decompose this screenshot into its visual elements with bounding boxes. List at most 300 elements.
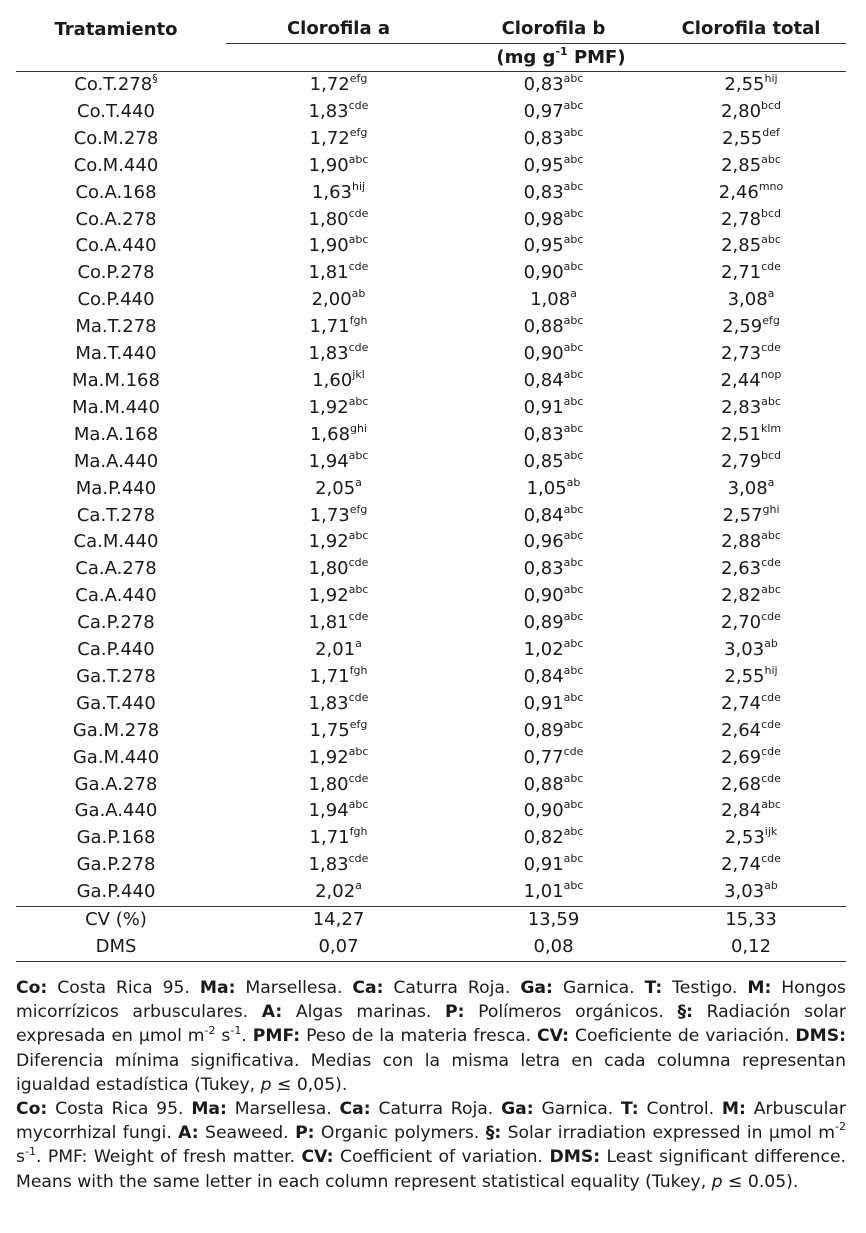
chlorophyll-total-value: 2,79 <box>720 450 762 472</box>
chlorophyll-total-letters: abc <box>761 583 781 597</box>
table-row <box>16 314 846 341</box>
treatment-cell <box>16 180 226 207</box>
summary-chlorophyll-b: 13,59 <box>441 907 646 934</box>
table-row <box>16 718 846 745</box>
chlorophyll-a-cell <box>226 368 441 395</box>
chlorophyll-total-value: 2,55 <box>724 665 765 687</box>
treatment-cell <box>16 745 226 772</box>
chlorophyll-total-value: 2,83 <box>721 396 762 418</box>
chlorophyll-total-cell <box>646 503 846 530</box>
chlorophyll-total-value: 2,68 <box>721 773 762 795</box>
chlorophyll-total-cell <box>646 879 846 906</box>
chlorophyll-b-value: 0,91 <box>523 396 564 418</box>
chlorophyll-a-cell <box>226 772 441 799</box>
footnote-key: DMS: <box>549 1147 601 1168</box>
chlorophyll-b-value: 0,89 <box>523 719 564 741</box>
chlorophyll-a-value: 1,68 <box>309 423 351 445</box>
chlorophyll-a-cell <box>226 314 441 341</box>
footnote-text: Garnica. <box>533 1099 622 1120</box>
chlorophyll-b-value: 0,84 <box>523 369 564 391</box>
footnote-sup: -2 <box>204 1023 216 1037</box>
footnote-sup: -2 <box>835 1120 846 1134</box>
chlorophyll-b-value: 0,90 <box>523 585 564 607</box>
treatment-cell <box>16 126 226 153</box>
chlorophyll-a-value: 1,60 <box>312 369 353 391</box>
chlorophyll-a-cell <box>226 852 441 879</box>
chlorophyll-a-value: 1,92 <box>308 585 349 607</box>
treatment-cell <box>16 556 226 583</box>
chlorophyll-b-cell <box>441 610 646 637</box>
footnote-text: Arbuscular mycorrhizal fungi. <box>16 1099 846 1144</box>
chlorophyll-total-value: 2,73 <box>721 343 762 365</box>
footnote-italic: p <box>711 1171 723 1192</box>
treatment-cell <box>16 691 226 718</box>
chlorophyll-b-value: 0,98 <box>523 208 564 230</box>
treatment-cell <box>16 395 226 422</box>
chlorophyll-b-letters: abc <box>563 394 584 408</box>
table-row <box>16 637 846 664</box>
chlorophyll-total-cell <box>646 314 846 341</box>
treatment-name: Ca.A.278 <box>75 558 157 580</box>
treatment-name: Ma.A.440 <box>73 450 159 472</box>
chlorophyll-a-letters: ab <box>351 287 366 301</box>
chlorophyll-total-value: 2,63 <box>721 558 762 580</box>
chlorophyll-total-cell <box>646 745 846 772</box>
chlorophyll-total-value: 2,46 <box>718 181 759 203</box>
summary-label: DMS <box>16 934 226 961</box>
chlorophyll-total-value: 3,03 <box>724 881 765 903</box>
chlorophyll-b-value: 0,90 <box>523 800 564 822</box>
chlorophyll-b-cell <box>441 772 646 799</box>
treatment-name: Co.M.278 <box>73 127 159 149</box>
treatment-name: Co.A.168 <box>75 181 157 203</box>
chlorophyll-a-value: 2,02 <box>315 881 356 903</box>
chlorophyll-total-letters: a <box>767 475 775 489</box>
chlorophyll-a-value: 1,81 <box>308 262 349 284</box>
chlorophyll-a-cell <box>226 691 441 718</box>
chlorophyll-b-value: 0,83 <box>523 181 564 203</box>
chlorophyll-total-cell <box>646 691 846 718</box>
chlorophyll-a-cell <box>226 207 441 234</box>
chlorophyll-b-letters: abc <box>563 502 584 516</box>
chlorophyll-table <box>16 14 846 962</box>
chlorophyll-a-letters: hij <box>351 179 366 193</box>
chlorophyll-total-cell <box>646 395 846 422</box>
chlorophyll-a-cell <box>226 529 441 556</box>
chlorophyll-total-letters: cde <box>761 852 781 866</box>
footnote-text: Peso de la materia fresca. <box>300 1026 538 1047</box>
chlorophyll-b-letters: abc <box>563 529 584 543</box>
chlorophyll-b-value: 0,83 <box>523 74 564 95</box>
footnote-text: Hongos micorrízicos arbusculares. <box>16 978 846 1023</box>
chlorophyll-b-letters: abc <box>563 825 584 839</box>
footnote-text: Coefficient of variation. <box>333 1147 550 1168</box>
chlorophyll-b-value: 0,89 <box>523 612 564 634</box>
footnote-key: DMS: <box>795 1026 846 1047</box>
chlorophyll-a-cell <box>226 879 441 906</box>
chlorophyll-total-letters: def <box>762 125 780 139</box>
chlorophyll-total-value: 2,74 <box>721 854 762 876</box>
chlorophyll-a-value: 1,81 <box>308 612 349 634</box>
chlorophyll-b-cell <box>441 180 646 207</box>
table-row <box>16 583 846 610</box>
header-chlorophyll-total: Clorofila total <box>646 14 846 44</box>
chlorophyll-total-letters: cde <box>761 744 781 758</box>
chlorophyll-a-value: 1,80 <box>308 208 349 230</box>
treatment-name: Ma.A.168 <box>73 423 159 445</box>
chlorophyll-total-value: 3,03 <box>724 639 765 661</box>
chlorophyll-b-letters: abc <box>563 879 584 893</box>
footnote-sup: -1 <box>24 1144 36 1158</box>
treatment-mark: § <box>152 72 158 85</box>
footnote-key: PMF: <box>252 1026 301 1047</box>
chlorophyll-total-letters: ab <box>764 879 778 893</box>
footnote-text: Radiación solar expresada en μmol m <box>16 1002 846 1047</box>
treatment-name: Ga.T.440 <box>76 692 156 714</box>
chlorophyll-a-value: 1,83 <box>308 100 349 122</box>
chlorophyll-b-letters: abc <box>563 314 584 328</box>
treatment-cell <box>16 422 226 449</box>
chlorophyll-total-value: 2,59 <box>722 316 763 338</box>
table-row <box>16 233 846 260</box>
footnote-key: A: <box>261 1002 283 1023</box>
chlorophyll-a-value: 1,94 <box>308 450 349 472</box>
footnote-key: P: <box>295 1123 315 1144</box>
chlorophyll-total-letters: a <box>767 287 775 301</box>
chlorophyll-total-cell <box>646 637 846 664</box>
chlorophyll-total-cell <box>646 126 846 153</box>
chlorophyll-b-letters: abc <box>563 610 584 624</box>
chlorophyll-total-letters: cde <box>761 556 781 570</box>
chlorophyll-b-value: 0,84 <box>523 665 564 687</box>
treatment-cell <box>16 153 226 180</box>
summary-row <box>16 934 846 961</box>
chlorophyll-total-letters: abc <box>761 798 781 812</box>
treatment-name: Co.T.278 <box>74 74 153 95</box>
chlorophyll-a-cell <box>226 395 441 422</box>
chlorophyll-b-value: 0,95 <box>523 235 564 257</box>
chlorophyll-b-letters: abc <box>563 798 584 812</box>
treatment-cell <box>16 207 226 234</box>
chlorophyll-b-cell <box>441 449 646 476</box>
chlorophyll-b-value: 0,83 <box>523 127 564 149</box>
chlorophyll-total-value: 2,82 <box>721 585 762 607</box>
footnote-text: Marsellesa. <box>226 1099 340 1120</box>
footnote-key: Ma: <box>191 1099 227 1120</box>
chlorophyll-total-value: 2,57 <box>722 504 763 526</box>
chlorophyll-a-letters: abc <box>348 529 369 543</box>
chlorophyll-b-cell <box>441 798 646 825</box>
chlorophyll-total-cell <box>646 825 846 852</box>
footnote-key: CV: <box>537 1026 570 1047</box>
chlorophyll-b-cell <box>441 287 646 314</box>
chlorophyll-a-value: 1,72 <box>309 74 350 95</box>
table-row <box>16 72 846 99</box>
footnote-key: M: <box>721 1099 746 1120</box>
table-row <box>16 556 846 583</box>
footnote-key: Ca: <box>339 1099 371 1120</box>
chlorophyll-total-letters: abc <box>761 394 781 408</box>
chlorophyll-a-letters: abc <box>348 798 369 812</box>
chlorophyll-a-value: 2,00 <box>311 289 352 311</box>
chlorophyll-b-value: 1,05 <box>526 477 567 499</box>
chlorophyll-total-cell <box>646 610 846 637</box>
chlorophyll-b-cell <box>441 503 646 530</box>
footnote-text: ≤ 0,05). <box>271 1074 348 1095</box>
units-suffix: PMF) <box>567 47 626 68</box>
chlorophyll-b-letters: abc <box>563 583 584 597</box>
treatment-cell <box>16 368 226 395</box>
treatment-name: Co.P.278 <box>77 262 155 284</box>
footnote-key: A: <box>178 1123 199 1144</box>
chlorophyll-a-value: 1,71 <box>309 665 350 687</box>
chlorophyll-a-cell <box>226 718 441 745</box>
footnote-text: Polímeros orgánicos. <box>464 1002 678 1023</box>
treatment-name: Co.M.440 <box>73 154 159 176</box>
footnote-key: CV: <box>301 1147 334 1168</box>
summary-row <box>16 907 846 934</box>
table-row <box>16 476 846 503</box>
footnote-text: ≤ 0.05). <box>722 1171 799 1192</box>
chlorophyll-total-cell <box>646 260 846 287</box>
footnote-text: Organic polymers. <box>314 1123 486 1144</box>
chlorophyll-total-letters: abc <box>761 152 781 166</box>
chlorophyll-total-cell <box>646 180 846 207</box>
table-units-row <box>16 44 846 72</box>
chlorophyll-b-letters: abc <box>563 421 584 435</box>
chlorophyll-total-value: 2,70 <box>721 612 762 634</box>
chlorophyll-b-cell <box>441 529 646 556</box>
chlorophyll-a-value: 1,90 <box>308 235 349 257</box>
table-row <box>16 126 846 153</box>
header-treatment: Tratamiento <box>54 18 178 40</box>
chlorophyll-total-cell <box>646 449 846 476</box>
units-exponent: -1 <box>555 45 568 58</box>
footnote-text: Costa Rica 95. <box>47 978 200 998</box>
chlorophyll-b-letters: abc <box>563 771 584 785</box>
chlorophyll-a-letters: cde <box>348 852 369 866</box>
table-footnotes <box>16 976 846 1194</box>
treatment-name: Ga.P.168 <box>76 827 156 849</box>
treatment-cell <box>16 637 226 664</box>
chlorophyll-total-letters: hij <box>764 663 778 677</box>
chlorophyll-total-letters: cde <box>761 341 781 355</box>
footnote-key: Ma: <box>199 978 236 998</box>
treatment-name: Ga.M.440 <box>72 746 160 768</box>
table-row <box>16 287 846 314</box>
chlorophyll-a-letters: efg <box>349 502 368 516</box>
footnote-text: s <box>215 1026 231 1047</box>
chlorophyll-a-value: 1,72 <box>309 127 350 149</box>
chlorophyll-b-value: 0,88 <box>523 773 564 795</box>
chlorophyll-total-letters: efg <box>762 314 780 328</box>
treatment-name: Co.T.440 <box>77 100 155 122</box>
chlorophyll-total-cell <box>646 72 846 99</box>
chlorophyll-a-cell <box>226 825 441 852</box>
treatment-cell <box>16 449 226 476</box>
chlorophyll-a-letters: cde <box>348 610 369 624</box>
chlorophyll-b-value: 0,90 <box>523 262 564 284</box>
chlorophyll-b-letters: abc <box>563 556 584 570</box>
chlorophyll-total-cell <box>646 583 846 610</box>
treatment-name: Ga.P.440 <box>76 881 156 903</box>
chlorophyll-b-letters: abc <box>563 260 584 274</box>
table-row <box>16 503 846 530</box>
footnote-text: Coeficiente de variación. <box>569 1026 796 1047</box>
chlorophyll-b-cell <box>441 314 646 341</box>
treatment-name: Co.P.440 <box>77 289 155 311</box>
footnote-text: Diferencia mínima significativa. Medias con la misma letra en cada columna representan igualdad estadística (Tukey, <box>16 1050 846 1095</box>
treatment-cell <box>16 314 226 341</box>
treatment-cell <box>16 341 226 368</box>
chlorophyll-a-letters: abc <box>348 448 369 462</box>
treatment-cell <box>16 99 226 126</box>
chlorophyll-a-cell <box>226 583 441 610</box>
table-row <box>16 691 846 718</box>
chlorophyll-a-letters: ghi <box>350 421 368 435</box>
chlorophyll-a-cell <box>226 422 441 449</box>
footnote-key: Ga: <box>520 978 553 998</box>
table-header-row <box>16 14 846 44</box>
chlorophyll-a-value: 1,94 <box>308 800 349 822</box>
summary-chlorophyll-total: 0,12 <box>646 934 846 961</box>
chlorophyll-a-value: 1,80 <box>308 773 349 795</box>
treatment-name: Ga.P.278 <box>76 854 156 876</box>
footnote-english <box>16 1097 846 1194</box>
table-row <box>16 180 846 207</box>
chlorophyll-a-cell <box>226 449 441 476</box>
table-row <box>16 610 846 637</box>
chlorophyll-b-value: 1,02 <box>523 639 564 661</box>
chlorophyll-b-value: 0,77 <box>523 746 564 768</box>
chlorophyll-a-value: 1,63 <box>311 181 352 203</box>
table-row <box>16 207 846 234</box>
summary-chlorophyll-a: 14,27 <box>226 907 441 934</box>
chlorophyll-total-value: 2,78 <box>720 208 762 230</box>
chlorophyll-a-value: 1,83 <box>308 854 349 876</box>
chlorophyll-a-value: 1,92 <box>308 531 349 553</box>
treatment-cell <box>16 879 226 906</box>
treatment-name: Ga.T.278 <box>76 665 156 687</box>
footnote-text: Garnica. <box>552 978 645 998</box>
chlorophyll-b-letters: abc <box>563 663 584 677</box>
chlorophyll-total-cell <box>646 556 846 583</box>
chlorophyll-b-letters: abc <box>563 125 584 139</box>
chlorophyll-a-value: 1,83 <box>308 343 349 365</box>
chlorophyll-a-letters: cde <box>348 690 369 704</box>
chlorophyll-b-letters: abc <box>563 179 584 193</box>
treatment-cell <box>16 772 226 799</box>
footnote-key: Co: <box>16 978 48 998</box>
chlorophyll-b-cell <box>441 72 646 99</box>
summary-chlorophyll-a: 0,07 <box>226 934 441 961</box>
chlorophyll-a-value: 1,90 <box>308 154 349 176</box>
chlorophyll-a-letters: a <box>355 475 362 489</box>
chlorophyll-a-letters: fgh <box>349 314 368 328</box>
chlorophyll-total-cell <box>646 852 846 879</box>
chlorophyll-a-value: 2,05 <box>315 477 356 499</box>
chlorophyll-a-letters: efg <box>349 125 368 139</box>
footnote-text: Least significant difference. Means with the same letter in each column represent statistical equality (Tukey, <box>16 1147 846 1192</box>
chlorophyll-a-value: 1,92 <box>308 746 349 768</box>
chlorophyll-a-cell <box>226 637 441 664</box>
chlorophyll-total-cell <box>646 153 846 180</box>
chlorophyll-total-value: 2,80 <box>720 100 762 122</box>
table-row <box>16 395 846 422</box>
chlorophyll-a-letters: cde <box>348 771 369 785</box>
chlorophyll-total-value: 2,85 <box>721 154 762 176</box>
chlorophyll-a-cell <box>226 233 441 260</box>
footnote-key: Ca: <box>352 978 384 998</box>
treatment-name: Ca.T.278 <box>76 504 156 526</box>
chlorophyll-b-value: 0,83 <box>523 558 564 580</box>
treatment-cell <box>16 852 226 879</box>
table-row <box>16 422 846 449</box>
treatment-cell <box>16 529 226 556</box>
chlorophyll-total-value: 2,88 <box>721 531 762 553</box>
chlorophyll-total-letters: ab <box>764 637 778 651</box>
chlorophyll-total-letters: abc <box>761 529 781 543</box>
chlorophyll-total-cell <box>646 99 846 126</box>
chlorophyll-a-value: 1,80 <box>308 558 349 580</box>
treatment-cell <box>16 798 226 825</box>
chlorophyll-a-letters: abc <box>348 152 369 166</box>
chlorophyll-total-letters: bcd <box>761 98 782 112</box>
chlorophyll-total-value: 2,64 <box>721 719 762 741</box>
table-row <box>16 153 846 180</box>
footnote-text: . <box>241 1026 253 1047</box>
chlorophyll-total-cell <box>646 529 846 556</box>
chlorophyll-total-letters: cde <box>761 260 781 274</box>
chlorophyll-a-cell <box>226 341 441 368</box>
chlorophyll-b-value: 0,88 <box>523 316 564 338</box>
chlorophyll-total-value: 2,51 <box>720 423 761 445</box>
footnote-key: T: <box>621 1099 639 1120</box>
chlorophyll-total-value: 2,44 <box>720 369 761 391</box>
chlorophyll-a-cell <box>226 476 441 503</box>
chlorophyll-total-letters: bcd <box>761 448 782 462</box>
chlorophyll-b-value: 1,08 <box>530 289 571 311</box>
treatment-cell <box>16 583 226 610</box>
chlorophyll-b-letters: a <box>570 287 577 301</box>
table-row <box>16 341 846 368</box>
footnote-key: M: <box>747 978 772 998</box>
chlorophyll-total-cell <box>646 422 846 449</box>
chlorophyll-total-value: 2,53 <box>724 827 765 849</box>
chlorophyll-b-cell <box>441 556 646 583</box>
chlorophyll-total-cell <box>646 287 846 314</box>
chlorophyll-total-value: 2,69 <box>721 746 762 768</box>
footnote-key: §: <box>677 1002 693 1023</box>
footnote-key: §: <box>485 1123 502 1144</box>
chlorophyll-b-cell <box>441 718 646 745</box>
chlorophyll-a-value: 1,75 <box>309 719 350 741</box>
chlorophyll-a-letters: efg <box>349 72 368 85</box>
footnote-text: Seaweed. <box>198 1123 296 1144</box>
chlorophyll-total-cell <box>646 664 846 691</box>
treatment-cell <box>16 287 226 314</box>
chlorophyll-a-letters: a <box>355 637 362 651</box>
header-chlorophyll-b: Clorofila b <box>441 14 646 44</box>
chlorophyll-b-cell <box>441 233 646 260</box>
chlorophyll-b-cell <box>441 583 646 610</box>
chlorophyll-a-letters: cde <box>348 260 369 274</box>
summary-chlorophyll-total: 15,33 <box>646 907 846 934</box>
footnote-key: T: <box>644 978 663 998</box>
chlorophyll-a-letters: abc <box>348 583 369 597</box>
chlorophyll-b-letters: abc <box>563 98 584 112</box>
chlorophyll-b-value: 1,01 <box>523 881 564 903</box>
